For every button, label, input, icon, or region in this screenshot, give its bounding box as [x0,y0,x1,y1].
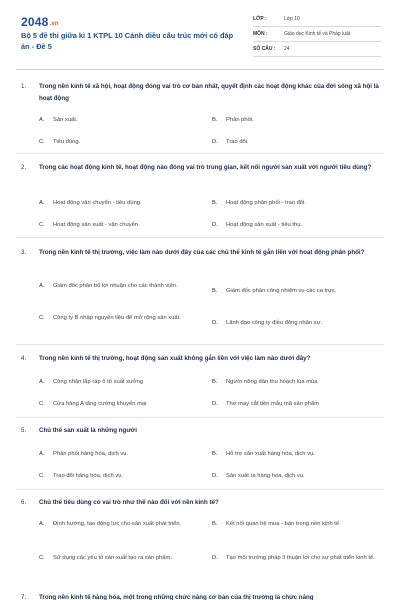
option-d[interactable] [212,318,382,328]
option-c[interactable] [39,553,199,563]
option-d[interactable] [212,137,382,147]
document-header [0,0,400,70]
question-number: 5. [21,427,27,434]
option-text: Lãnh đạo công ty điều động nhân sự. [226,320,323,326]
option-text: Trao đổi. [226,139,249,145]
question-number: 3. [21,249,27,256]
option-letter: A. [39,379,45,385]
option-text: Phân phối hàng hóa, dịch vụ. [53,451,129,457]
option-letter: B. [212,200,218,206]
option-a[interactable] [39,519,199,529]
option-text: Giám đốc phân công nhiệm vụ các ca trực. [226,288,337,294]
question-text: Chủ thể sản xuất là những người [39,427,137,434]
option-text: Kết nối quan hệ mua - bán trong nền kinh tế. [226,521,341,527]
option-letter: D. [212,320,218,326]
option-b[interactable] [212,519,382,529]
option-text: Hoạt động sản xuất - tiêu thụ. [226,222,303,228]
meta-key: LỚP : [253,16,267,22]
question-stem [21,81,381,105]
question-separator [16,237,384,238]
meta-row-count [253,42,381,57]
question-stem [21,247,381,259]
option-text: Hoạt động sản xuất - vận chuyển. [53,222,140,228]
question-stem [21,353,381,365]
option-letter: D. [212,401,218,407]
option-letter: A. [39,521,45,527]
option-text: Cửa hàng A tăng cường khuyến mại [53,401,147,407]
question-separator [16,417,384,418]
option-text: Giám đốc phân bổ lợi nhuận cho các thành viên. [53,283,178,289]
option-b[interactable] [212,449,382,459]
option-text: Hoạt động phân phối - trao đổi. [226,200,306,206]
option-letter: B. [212,117,218,123]
option-text: Định hướng, tạo động lực cho sản xuất phát triển. [53,521,182,527]
logo-suffix-text: .vn [49,21,59,27]
option-d[interactable] [212,471,382,481]
option-b[interactable] [212,115,382,125]
question-number: 1. [21,83,27,90]
option-a[interactable] [39,281,199,291]
document-title: Bộ 5 đề thi giữa kì 1 KTPL 10 Cánh diều cấu trúc mới có đáp án - Đề 5 [21,31,234,51]
option-a[interactable] [39,198,199,208]
meta-row-subject [253,27,381,42]
option-text: Tạo môi trường pháp lí thuận lợi cho sự phát triển kinh tế. [226,555,375,561]
option-text: Công nhân lắp ráp ô tô xuất xưởng [53,379,144,385]
header-divider [16,69,384,70]
option-c[interactable] [39,399,199,409]
option-c[interactable] [39,220,199,230]
question-separator [16,344,384,345]
option-text: Phân phối. [226,117,254,123]
option-b[interactable] [212,377,382,387]
question-text: Trong nền kinh tế xã hội, hoạt động đóng vai trò cơ bản nhất, quyết định các hoạt động khác của đời sống xã hội là hoạt động [39,83,379,102]
option-letter: A. [39,283,45,289]
option-letter: D. [212,555,218,561]
option-letter: C. [39,139,45,145]
option-c[interactable] [39,471,199,481]
option-d[interactable] [212,220,382,230]
option-d[interactable] [212,553,382,563]
option-text: Thợ may cắt tiền mẫu mã sản phẩm [226,401,320,407]
option-letter: B. [212,288,218,294]
question-stem [21,592,381,600]
option-c[interactable] [39,137,199,147]
question-text: Chủ thể tiêu dùng có vai trò như thế nào đối với nền kinh tế? [39,499,219,506]
option-a[interactable] [39,115,199,125]
question-stem [21,497,381,509]
meta-value: 24 [284,46,290,52]
question-text: Trong các hoạt động kinh tế, hoạt động nào đóng vai trò trung gian, kết nối người sản xuất với người tiêu dùng? [39,164,372,171]
option-b[interactable] [212,286,382,296]
option-text: Tiêu dùng. [53,139,81,145]
question-number: 6. [21,499,27,506]
option-text: Sử dụng các yếu tố sản xuất tạo ra sản phẩm. [53,555,172,561]
question-number: 2. [21,164,27,171]
option-letter: D. [212,473,218,479]
option-text: Người nông dân thu hoạch lúa mùa [226,379,318,385]
question-text: Trong nền kinh tế hàng hóa, một trong những chức năng cơ bản của thị trường là chức năng [39,594,314,600]
option-a[interactable] [39,377,199,387]
option-text: Hoạt động vận chuyển - tiêu dùng. [53,200,142,206]
option-letter: D. [212,222,218,228]
option-letter: C. [39,222,45,228]
exam-meta-table [253,12,381,57]
option-d[interactable] [212,399,382,409]
option-c[interactable] [39,313,199,323]
option-letter: D. [212,139,218,145]
logo-main-text: 2048 [21,15,49,29]
meta-row-class [253,12,381,27]
option-letter: C. [39,473,45,479]
meta-value: Lớp 10 [284,16,300,22]
question-number: 7. [21,594,27,600]
option-b[interactable] [212,198,382,208]
meta-key: MÔN : [253,31,268,37]
site-logo[interactable] [21,15,59,29]
option-letter: B. [212,451,218,457]
option-letter: A. [39,117,45,123]
option-a[interactable] [39,449,199,459]
option-text: Sản xuất. [53,117,78,123]
option-text: Sản xuất ra hàng hóa, dịch vụ. [226,473,305,479]
option-text: Công ty B nhập nguyên liệu để mở rộng sản xuất. [53,315,181,321]
option-letter: A. [39,451,45,457]
question-stem [21,162,381,174]
option-text: Trao đổi hàng hóa, dịch vụ. [53,473,124,479]
option-letter: C. [39,315,45,321]
option-letter: B. [212,379,218,385]
question-text: Trong nền kinh tế thị trường, hoạt động sản xuất không gắn liền với việc làm nào dưới đây? [39,355,311,362]
option-letter: C. [39,555,45,561]
option-letter: A. [39,200,45,206]
meta-key: SỐ CÂU : [253,46,276,52]
question-separator [16,153,384,154]
option-letter: C. [39,401,45,407]
option-letter: B. [212,521,218,527]
option-text: Hỗ trợ sản xuất hàng hóa, dịch vụ. [226,451,315,457]
question-number: 4. [21,355,27,362]
question-separator [16,489,384,490]
question-text: Trong nền kinh tế thị trường, việc làm nào dưới đây của các chủ thể kinh tế gắn liền với hoạt động phân phối? [39,249,365,256]
question-stem [21,425,381,437]
meta-value: Giáo dục Kinh tế và Pháp luật [284,31,351,37]
